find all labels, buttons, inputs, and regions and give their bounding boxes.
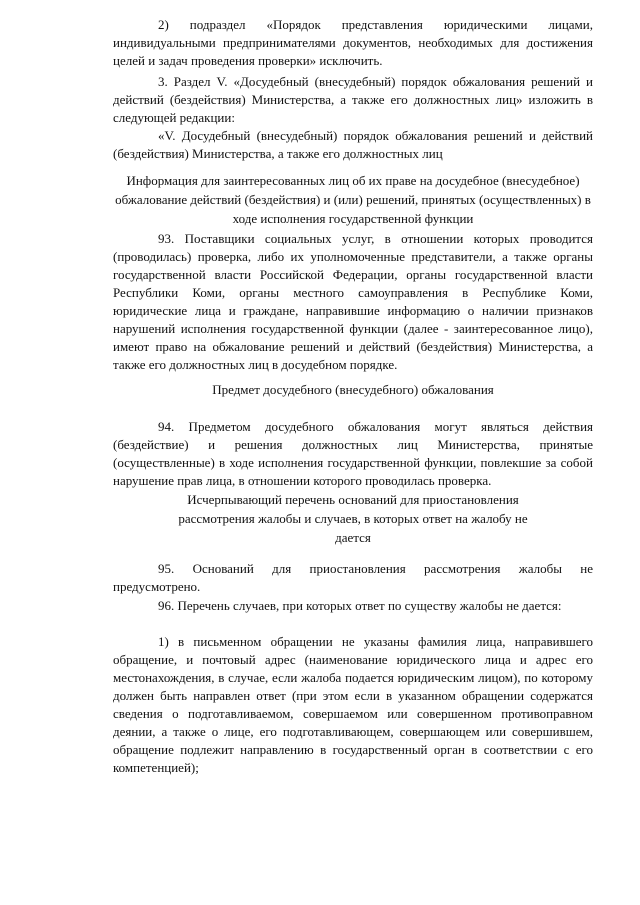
paragraph-section-v-intro: 3. Раздел V. «Досудебный (внесудебный) порядок обжалования решений и действий (бездействия) Министерства, а также его должностных лиц» изложить в следующей редакции: xyxy=(113,74,593,125)
heading-information: Информация для заинтересованных лиц об их праве на досудебное (внесудебное) обжалование действий (бездействия) и (или) решений, принятых (осуществленных) в ходе исполнения государственной функции xyxy=(115,173,591,226)
paragraph-95: 95. Оснований для приостановления рассмотрения жалобы не предусмотрено. xyxy=(113,561,593,594)
paragraph-96: 96. Перечень случаев, при которых ответ по существу жалобы не дается: xyxy=(158,598,562,613)
paragraph-96-item-1: 1) в письменном обращении не указаны фамилия лица, направившего обращение, и почтовый адрес (наименование юридического лица и адрес его местонахождения, в случае, если жалоба подается юридическим лицом), по которому должен быть направлен ответ (при этом если в указанном обращении содержатся сведения о подготавливаемом, совершаемом или совершенном противоправном деянии, а также о лице, его подготавливающем, совершающем или совершившем, обращение подлежит направлению в государственный орган в соответствии с его компетенцией); xyxy=(113,634,593,775)
heading-subject: Предмет досудебного (внесудебного) обжалования xyxy=(212,382,494,397)
paragraph-section-v-title: «V. Досудебный (внесудебный) порядок обжалования решений и действий (бездействия) Министерства, а также его должностных лиц xyxy=(113,128,593,161)
paragraph-94: 94. Предметом досудебного обжалования могут являться действия (бездействие) и решения должностных лиц Министерства, принятые (осуществленные) в ходе исполнения государственной функции, повлекшие за собой нарушение прав лица, в отношении которого проводилась проверка. xyxy=(113,419,593,488)
paragraph-93: 93. Поставщики социальных услуг, в отношении которых проводится (проводилась) проверка, либо их уполномоченные представители, а также органы государственной власти Российской Федерации, органы государственной власти Республики Коми, органы местного самоуправления в Республике Коми, юридические лица и граждане, направившие информацию о наличии признаков нарушений исполнения государственной функции (далее - заинтересованное лицо), имеют право на обжалование решений и действий (бездействия) Министерства, а также его должностных лиц в досудебном порядке. xyxy=(113,231,593,372)
paragraph-subsection-2: 2) подраздел «Порядок представления юридическими лицами, индивидуальными предпринимателями документов, необходимых для достижения целей и задач проведения проверки» исключить. xyxy=(113,17,593,68)
heading-grounds: Исчерпывающий перечень оснований для приостановления рассмотрения жалобы и случаев, в которых ответ на жалобу не дается xyxy=(178,492,528,545)
